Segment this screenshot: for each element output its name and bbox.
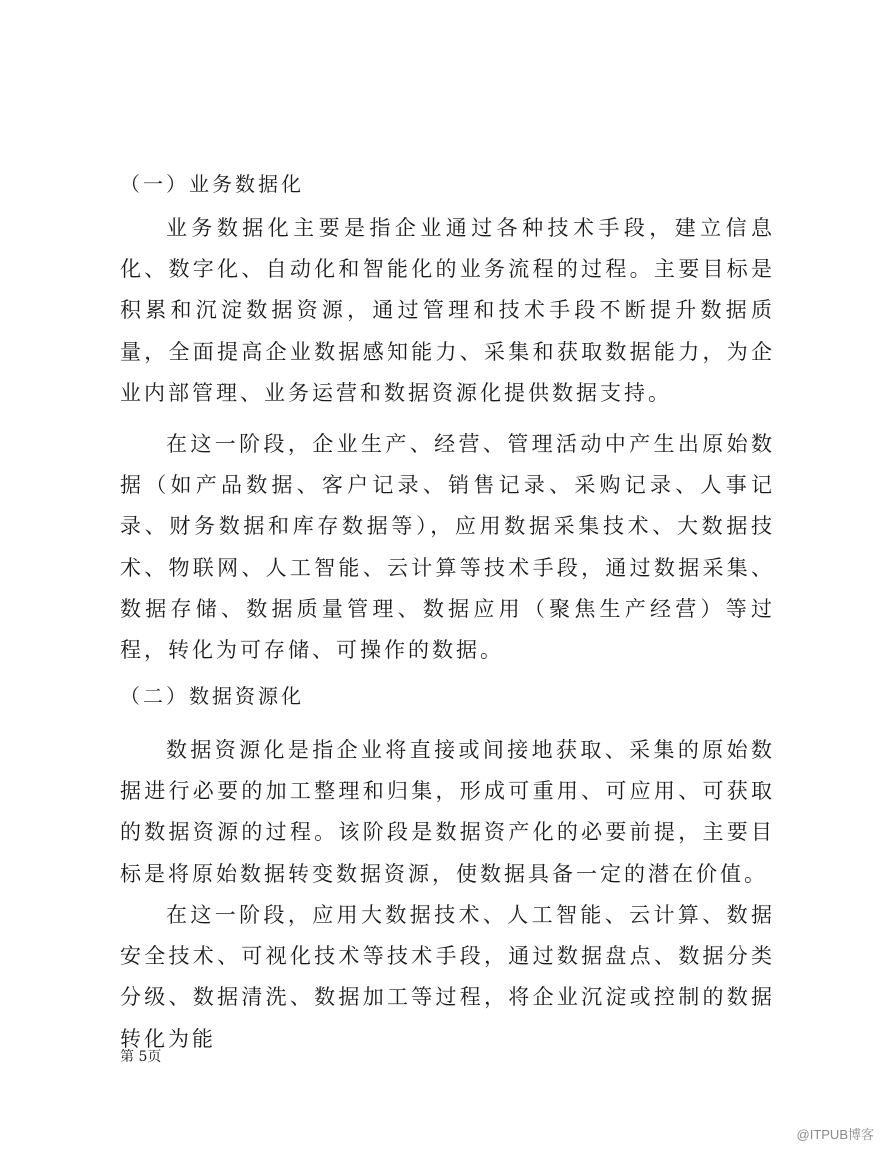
paragraph-business-datafication-definition: 业务数据化主要是指企业通过各种技术手段，建立信息化、数字化、自动化和智能化的业务流程的过程。主要目标是积累和沉淀数据资源，通过管理和技术手段不断提升数据质量，全面提高企业数据感知能力、采集和获取数据能力，为企业内部管理、业务运营和数据资源化提供数据支持。	[120, 216, 775, 405]
watermark: @ITPUB博客	[796, 1127, 874, 1142]
paragraph-data-resourcing-definition: 数据资源化是指企业将直接或间接地获取、采集的原始数据进行必要的加工整理和归集，形成可重用、可应用、可获取的数据资源的过程。该阶段是数据资产化的必要前提，主要目标是将原始数据转变数据资源，使数据具备一定的潜在价值。	[120, 738, 775, 886]
section-heading-business-datafication: （一）业务数据化	[120, 172, 304, 196]
section-heading-data-resourcing: （二）数据资源化	[120, 684, 304, 708]
paragraph-business-datafication-stage: 在这一阶段，企业生产、经营、管理活动中产生出原始数据（如产品数据、客户记录、销售记录、采购记录、人事记录、财务数据和库存数据等），应用数据采集技术、大数据技术、物联网、人工智能、云计算等技术手段，通过数据采集、数据存储、数据质量管理、数据应用（聚焦生产经营）等过程，转化为可存储、可操作的数据。	[120, 432, 775, 663]
paragraph-data-resourcing-stage: 在这一阶段，应用大数据技术、人工智能、云计算、数据安全技术、可视化技术等技术手段，通过数据盘点、数据分类分级、数据清洗、数据加工等过程，将企业沉淀或控制的数据转化为能	[120, 903, 775, 1051]
page-number: 第 5页	[120, 1049, 162, 1065]
